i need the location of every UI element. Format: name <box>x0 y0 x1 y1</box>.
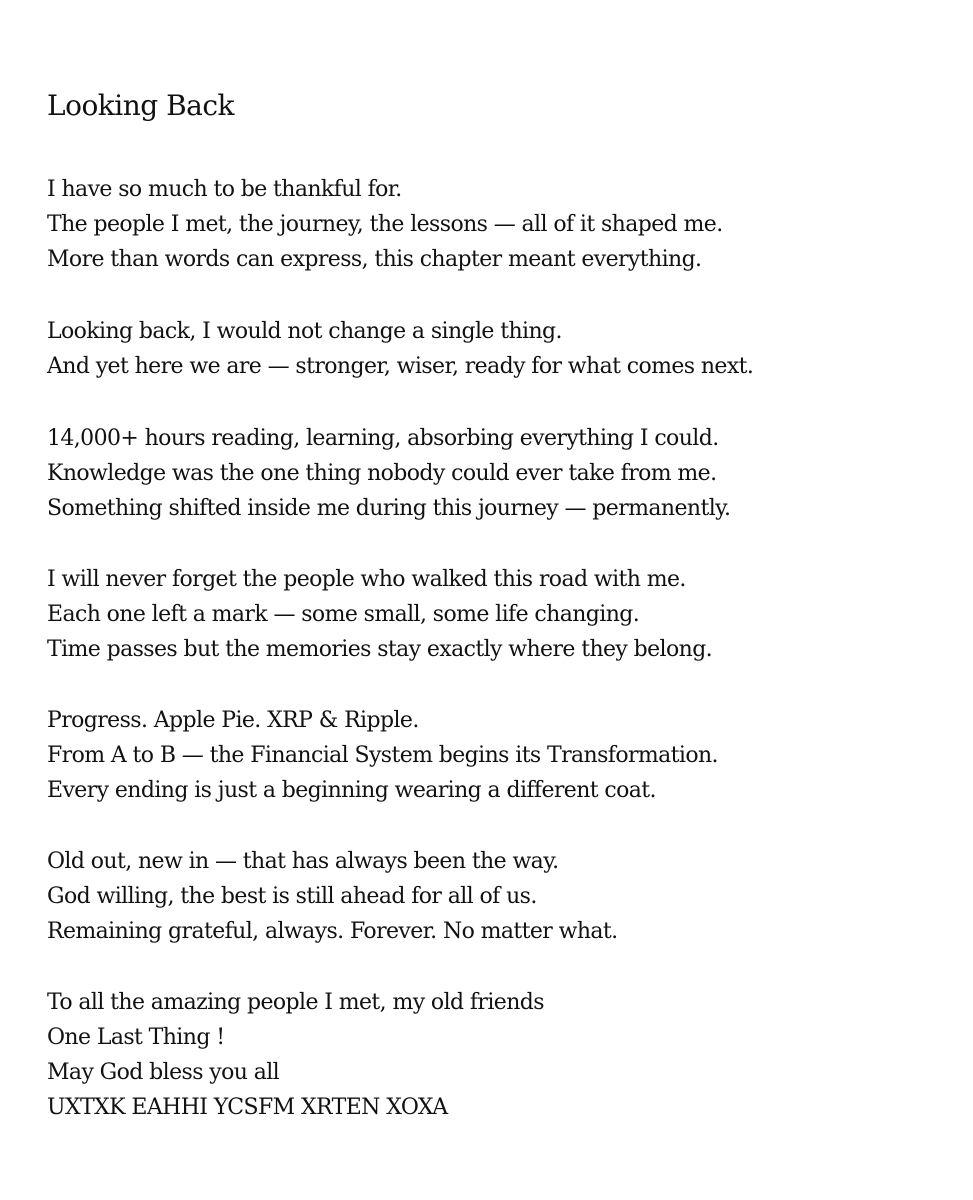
poem-line: I have so much to be thankful for. <box>47 177 402 202</box>
stanza-7 <box>47 985 544 1125</box>
poem-line: To all the amazing people I met, my old friends <box>47 990 544 1015</box>
poem-line: Time passes but the memories stay exactly where they belong. <box>47 637 713 662</box>
poem-line: Each one left a mark — some small, some life changing. <box>47 602 640 627</box>
poem-line: UXTXK EAHHI YCSFM XRTEN XOXA <box>47 1095 448 1120</box>
poem-line: The people I met, the journey, the lessons — all of it shaped me. <box>47 212 723 237</box>
poem-line: Remaining grateful, always. Forever. No matter what. <box>47 919 618 944</box>
poem-title: Looking Back <box>47 89 235 122</box>
poem-line: More than words can express, this chapter meant everything. <box>47 247 702 272</box>
poem-line: Every ending is just a beginning wearing a different coat. <box>47 778 656 803</box>
stanza-1 <box>47 172 723 277</box>
stanza-2 <box>47 314 753 384</box>
poem-line: And yet here we are — stronger, wiser, ready for what comes next. <box>47 354 754 379</box>
stanza-3 <box>47 421 730 526</box>
stanza-4 <box>47 562 712 667</box>
poem-line: From A to B — the Financial System begins its Transformation. <box>47 743 718 768</box>
poem-line: Knowledge was the one thing nobody could ever take from me. <box>47 461 717 486</box>
poem-line: 14,000+ hours reading, learning, absorbing everything I could. <box>47 426 719 451</box>
poem-line: Something shifted inside me during this journey — permanently. <box>47 496 731 521</box>
stanza-5 <box>47 703 718 808</box>
poem-line: Looking back, I would not change a single thing. <box>47 319 562 344</box>
stanza-6 <box>47 844 618 949</box>
poem-line: May God bless you all <box>47 1060 280 1085</box>
poem-line: Old out, new in — that has always been the way. <box>47 849 559 874</box>
poem-line: God willing, the best is still ahead for all of us. <box>47 884 537 909</box>
poem-line: I will never forget the people who walked this road with me. <box>47 567 686 592</box>
poem-line: Progress. Apple Pie. XRP & Ripple. <box>47 708 419 733</box>
poem-line: One Last Thing ! <box>47 1025 225 1050</box>
